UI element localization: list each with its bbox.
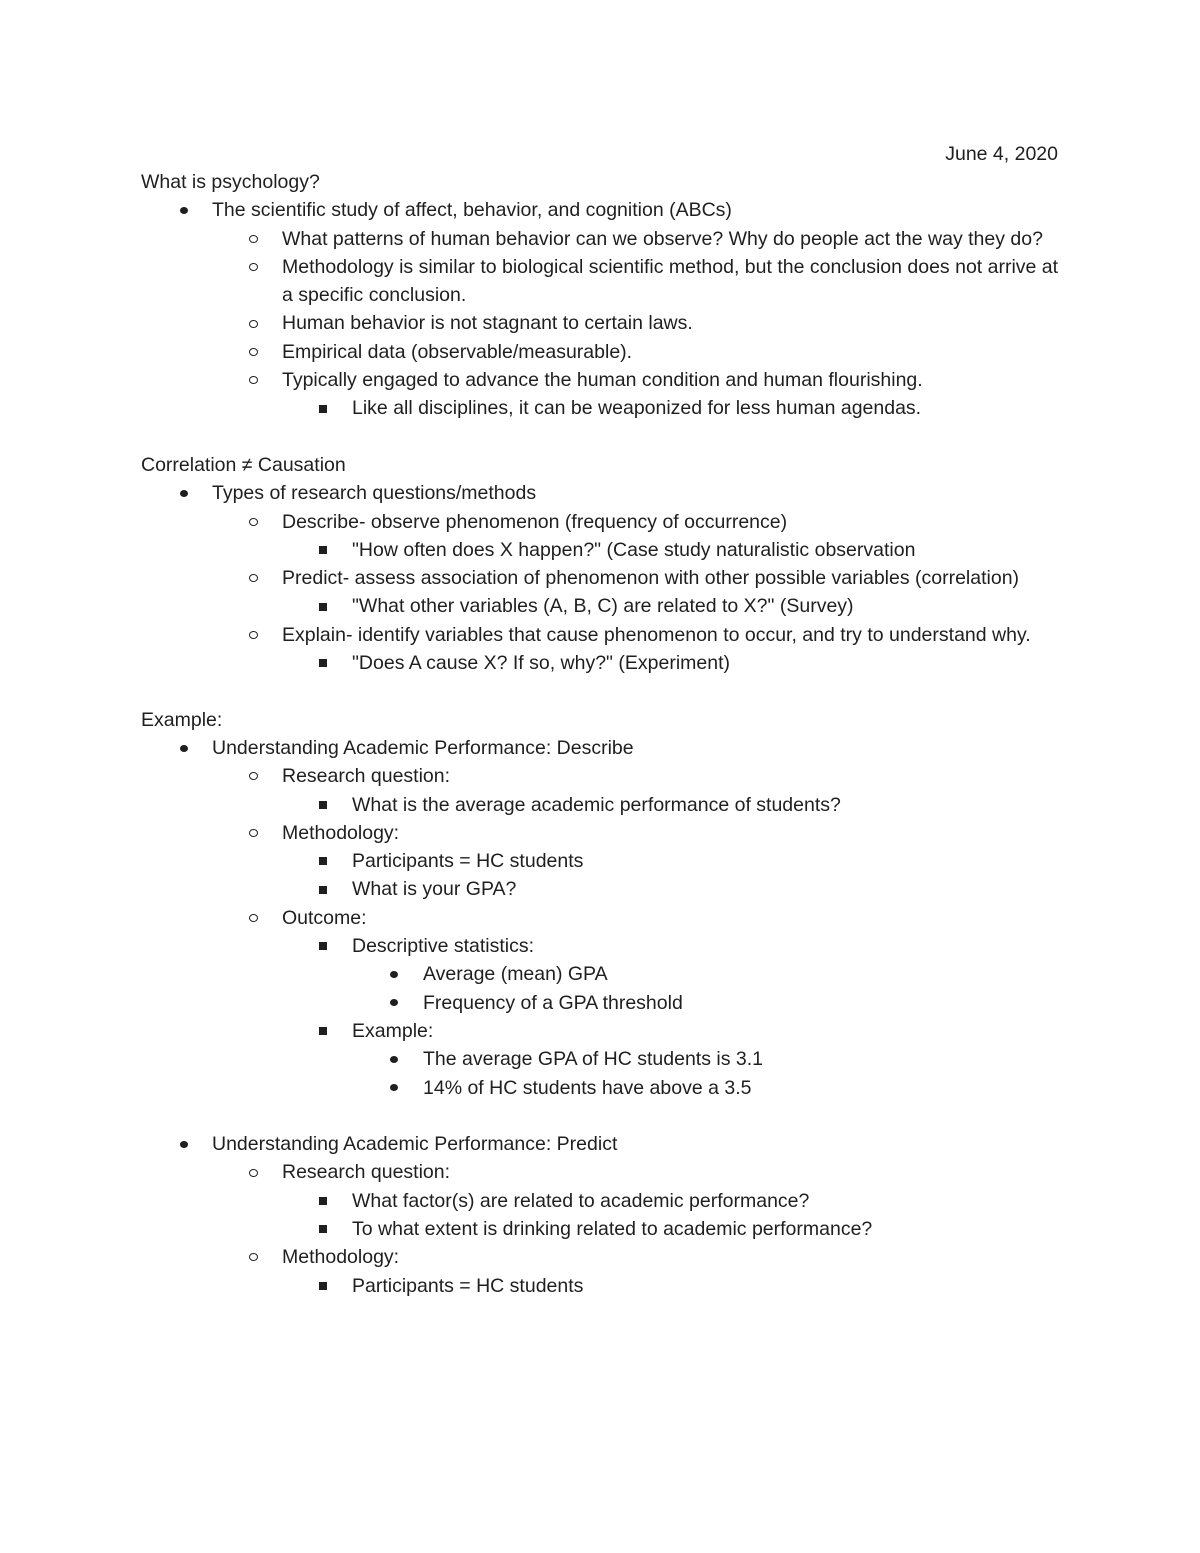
list-item: Methodology is similar to biological scientific method, but the conclusion does not arrive at a specific conclusion. bbox=[141, 253, 1071, 310]
list-item: "What other variables (A, B, C) are related to X?" (Survey) bbox=[141, 592, 1071, 620]
list-item: To what extent is drinking related to academic performance? bbox=[141, 1215, 1071, 1243]
list-item: Outcome: bbox=[141, 904, 1071, 932]
square-bullet-icon bbox=[319, 1187, 327, 1215]
disc-bullet-icon bbox=[390, 1045, 398, 1073]
circle-bullet-icon bbox=[249, 366, 258, 394]
circle-bullet-icon bbox=[249, 338, 258, 366]
disc-bullet-icon bbox=[180, 196, 188, 224]
list-item: What is the average academic performance of students? bbox=[141, 791, 1071, 819]
square-bullet-icon bbox=[319, 1215, 327, 1243]
list-item: Descriptive statistics: bbox=[141, 932, 1071, 960]
list-item: Empirical data (observable/measurable). bbox=[141, 338, 1071, 366]
blank-line bbox=[141, 423, 1071, 451]
disc-bullet-icon bbox=[390, 989, 398, 1017]
section-list bbox=[141, 479, 1071, 677]
circle-bullet-icon bbox=[249, 508, 258, 536]
square-bullet-icon bbox=[319, 394, 327, 422]
list-item: Understanding Academic Performance: Describe bbox=[141, 734, 1071, 762]
disc-bullet-icon bbox=[390, 960, 398, 988]
list-item: 14% of HC students have above a 3.5 bbox=[141, 1074, 1071, 1102]
circle-bullet-icon bbox=[249, 1243, 258, 1271]
blank-line bbox=[141, 1102, 1071, 1130]
circle-bullet-icon bbox=[249, 564, 258, 592]
list-item: Example: bbox=[141, 1017, 1071, 1045]
list-item: Research question: bbox=[141, 1158, 1071, 1186]
circle-bullet-icon bbox=[249, 819, 258, 847]
square-bullet-icon bbox=[319, 1017, 327, 1045]
square-bullet-icon bbox=[319, 1272, 327, 1300]
blank-line bbox=[141, 677, 1071, 705]
section-list bbox=[141, 196, 1071, 422]
list-item: Human behavior is not stagnant to certain laws. bbox=[141, 309, 1071, 337]
list-item: Like all disciplines, it can be weaponized for less human agendas. bbox=[141, 394, 1071, 422]
list-item: "Does A cause X? If so, why?" (Experiment) bbox=[141, 649, 1071, 677]
list-item: The average GPA of HC students is 3.1 bbox=[141, 1045, 1071, 1073]
section-list bbox=[141, 734, 1071, 1102]
square-bullet-icon bbox=[319, 592, 327, 620]
square-bullet-icon bbox=[319, 932, 327, 960]
disc-bullet-icon bbox=[180, 1130, 188, 1158]
list-item: Typically engaged to advance the human condition and human flourishing. bbox=[141, 366, 1071, 394]
section-heading-what-is-psychology: What is psychology? bbox=[141, 171, 320, 193]
list-item: Predict- assess association of phenomenon with other possible variables (correlation) bbox=[141, 564, 1071, 592]
circle-bullet-icon bbox=[249, 225, 258, 253]
square-bullet-icon bbox=[319, 791, 327, 819]
square-bullet-icon bbox=[319, 536, 327, 564]
list-item: Research question: bbox=[141, 762, 1071, 790]
list-item: Describe- observe phenomenon (frequency of occurrence) bbox=[141, 508, 1071, 536]
list-item: Frequency of a GPA threshold bbox=[141, 989, 1071, 1017]
circle-bullet-icon bbox=[249, 904, 258, 932]
section-heading-correlation: Correlation ≠ Causation bbox=[141, 453, 346, 476]
circle-bullet-icon bbox=[249, 762, 258, 790]
list-item: "How often does X happen?" (Case study naturalistic observation bbox=[141, 536, 1071, 564]
list-item: Types of research questions/methods bbox=[141, 479, 1071, 507]
list-item: The scientific study of affect, behavior, and cognition (ABCs) bbox=[141, 196, 1071, 224]
list-item: What factor(s) are related to academic performance? bbox=[141, 1187, 1071, 1215]
disc-bullet-icon bbox=[180, 479, 188, 507]
list-item: Methodology: bbox=[141, 1243, 1071, 1271]
list-item: Methodology: bbox=[141, 819, 1071, 847]
document-content bbox=[141, 168, 1071, 1300]
square-bullet-icon bbox=[319, 649, 327, 677]
disc-bullet-icon bbox=[180, 734, 188, 762]
document-date: June 4, 2020 bbox=[945, 143, 1058, 165]
circle-bullet-icon bbox=[249, 309, 258, 337]
list-item: Understanding Academic Performance: Predict bbox=[141, 1130, 1071, 1158]
section-list bbox=[141, 1130, 1071, 1300]
circle-bullet-icon bbox=[249, 1158, 258, 1186]
square-bullet-icon bbox=[319, 875, 327, 903]
list-item: What is your GPA? bbox=[141, 875, 1071, 903]
list-item: Explain- identify variables that cause phenomenon to occur, and try to understand why. bbox=[141, 621, 1071, 649]
square-bullet-icon bbox=[319, 847, 327, 875]
list-item: Participants = HC students bbox=[141, 847, 1071, 875]
circle-bullet-icon bbox=[249, 621, 258, 649]
section-heading-example: Example: bbox=[141, 708, 223, 731]
list-item: Average (mean) GPA bbox=[141, 960, 1071, 988]
circle-bullet-icon bbox=[249, 253, 258, 281]
list-item: Participants = HC students bbox=[141, 1272, 1071, 1300]
disc-bullet-icon bbox=[390, 1074, 398, 1102]
list-item: What patterns of human behavior can we observe? Why do people act the way they do? bbox=[141, 225, 1071, 253]
